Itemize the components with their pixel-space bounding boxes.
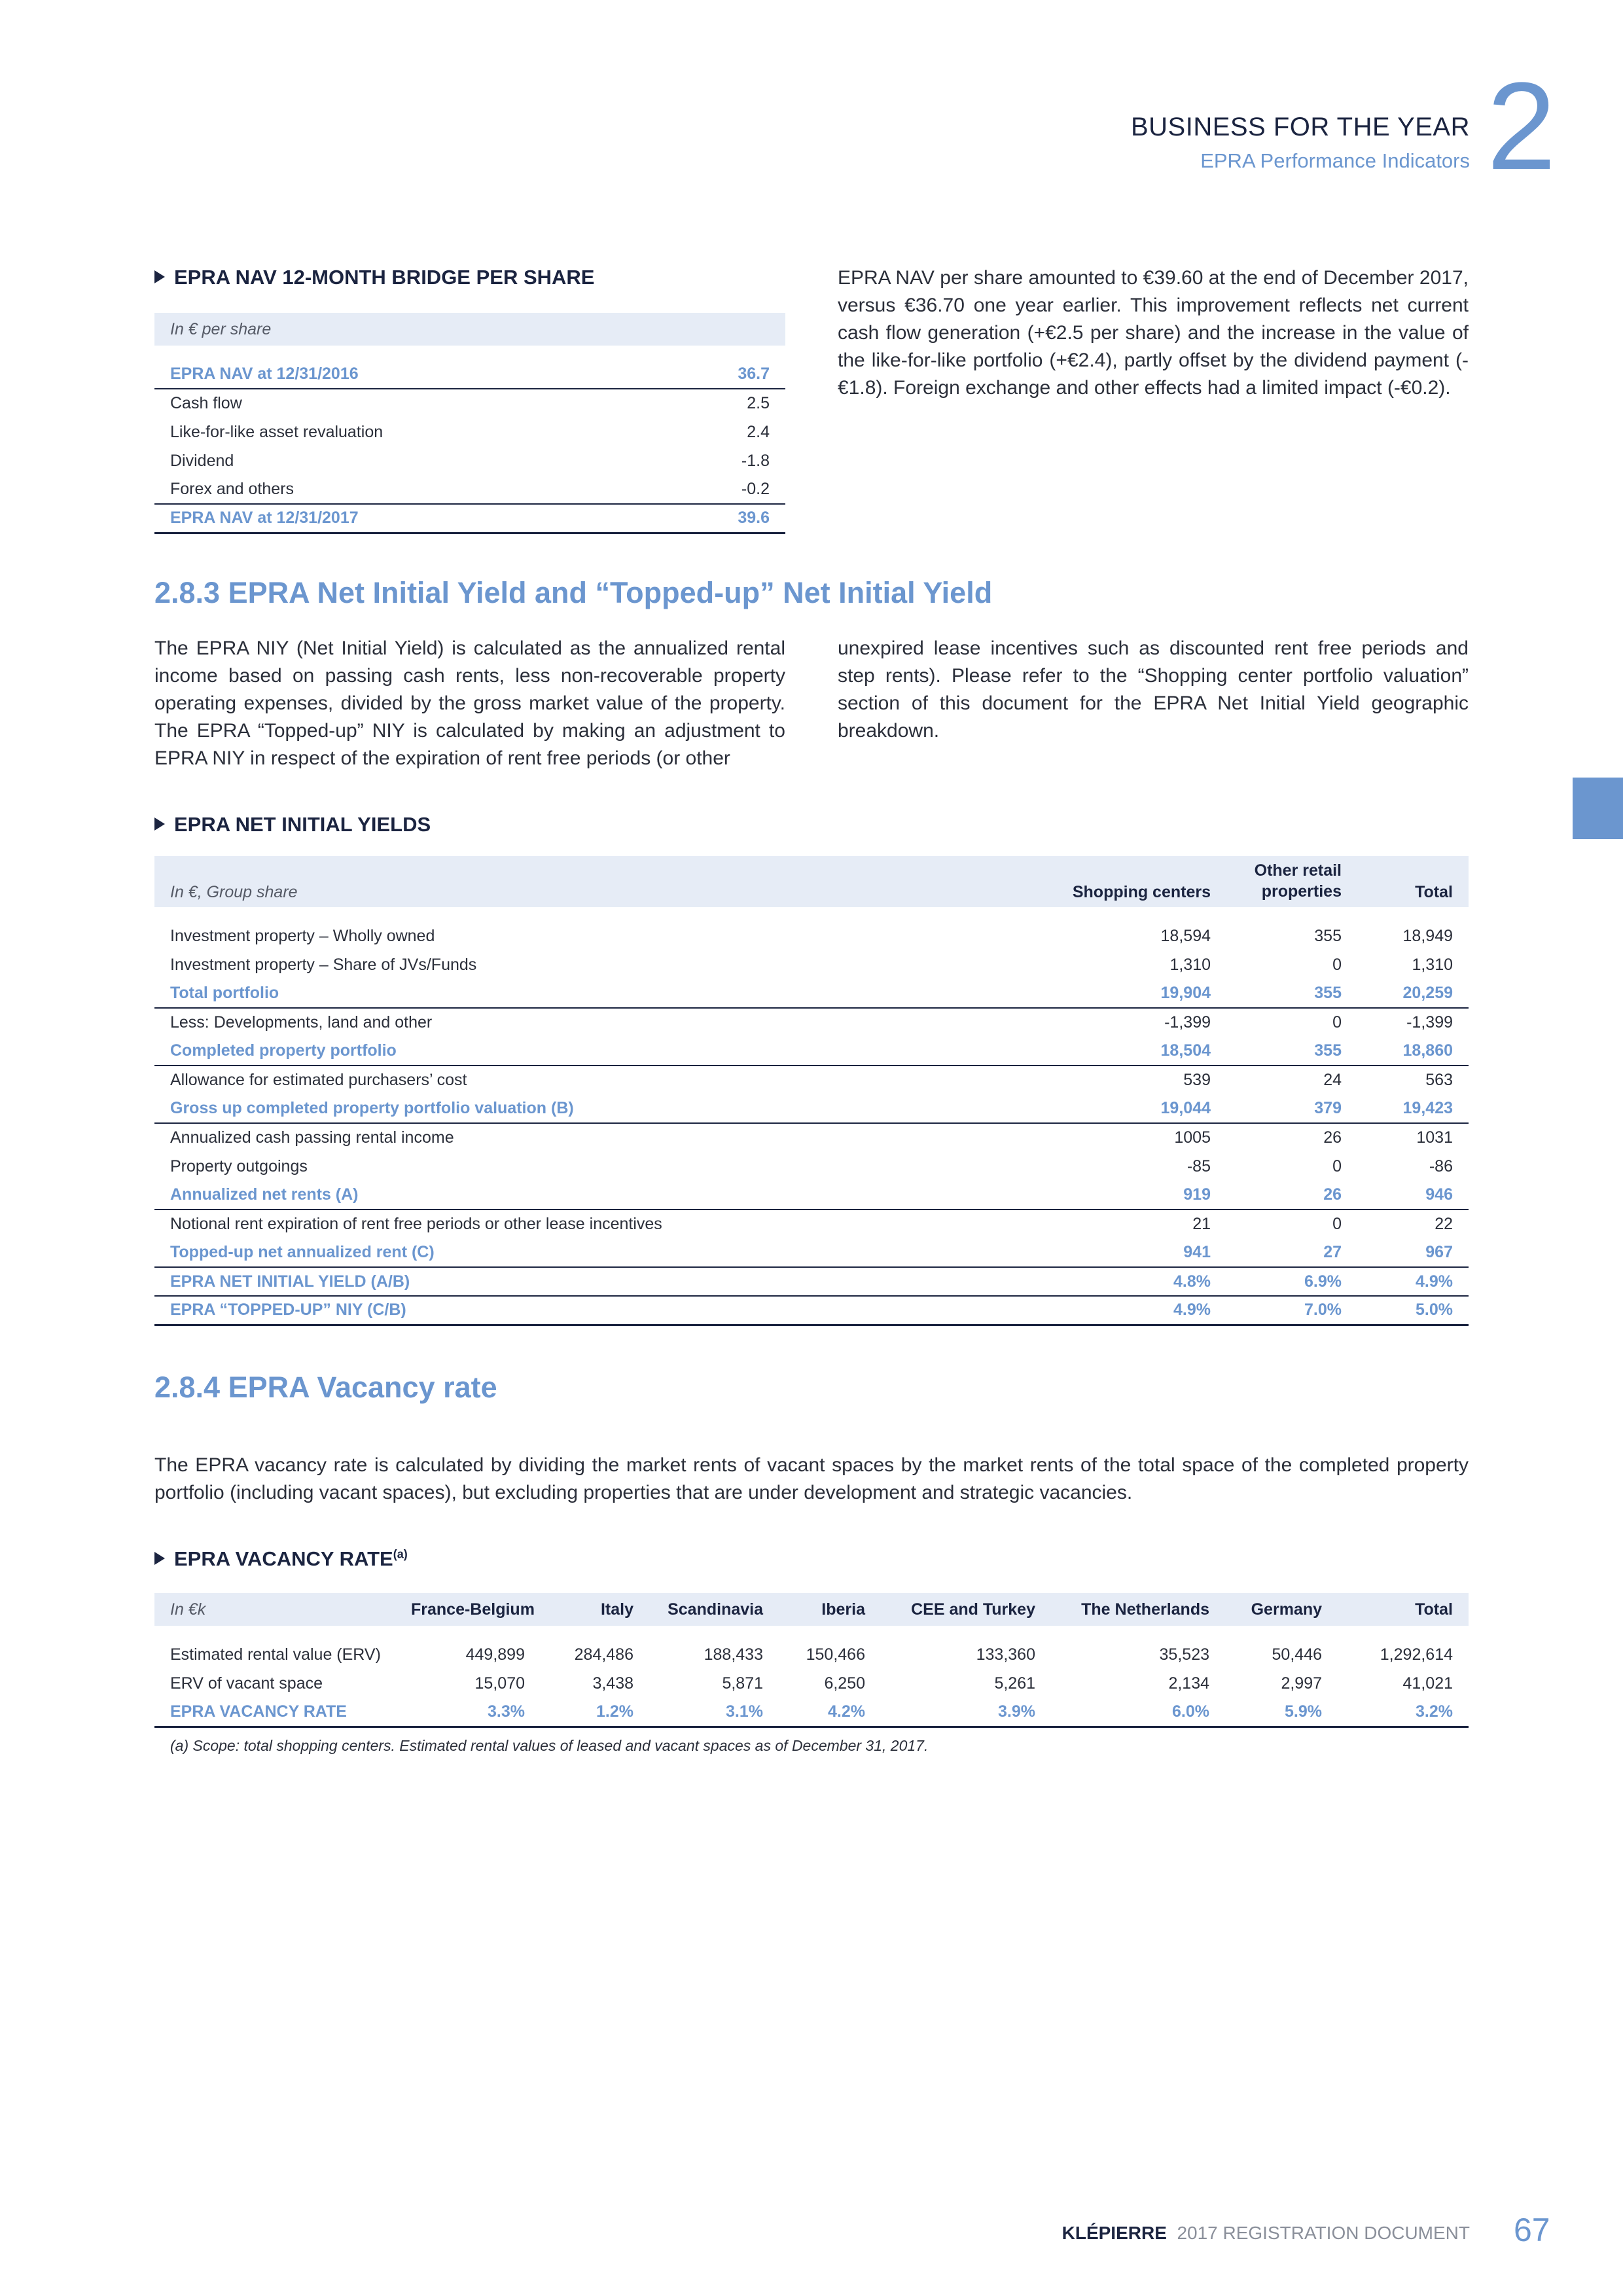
- row-value: -1.8: [741, 451, 770, 470]
- table-header-row: [154, 1593, 1469, 1626]
- col-header: Germany: [1251, 1600, 1322, 1619]
- table-row: [154, 389, 785, 418]
- col-header: The Netherlands: [1081, 1600, 1209, 1619]
- cell: 18,860: [1402, 1041, 1453, 1060]
- cell: 19,044: [1160, 1099, 1211, 1117]
- col-header: Scandinavia: [668, 1600, 763, 1619]
- cell: 22: [1357, 1210, 1469, 1238]
- cell: 6,250: [824, 1674, 865, 1693]
- cell: 6.9%: [1226, 1267, 1357, 1296]
- table-row: [154, 360, 785, 389]
- cell: 3.9%: [881, 1698, 1051, 1727]
- table-row: [154, 1008, 1469, 1037]
- row-label: EPRA VACANCY RATE: [154, 1698, 395, 1727]
- nav-bridge-heading: [154, 266, 594, 289]
- row-label: EPRA NAV at 12/31/2016: [170, 365, 359, 383]
- row-label: EPRA NAV at 12/31/2017: [154, 504, 654, 533]
- col-header: Total: [1415, 1600, 1453, 1619]
- row-value: 36.7: [738, 365, 770, 383]
- cell: 379: [1314, 1099, 1342, 1117]
- col-header: Italy: [600, 1600, 633, 1619]
- cell: 19,423: [1402, 1099, 1453, 1117]
- table-header-row: [154, 856, 1469, 907]
- cell: 4.8%: [952, 1267, 1226, 1296]
- table-row: [154, 1296, 1469, 1325]
- cell: 4.2%: [779, 1698, 881, 1727]
- nav-bridge-table: [154, 313, 785, 534]
- cell: 27: [1323, 1243, 1342, 1261]
- cell: 1,310: [1169, 955, 1211, 974]
- nav-bridge-heading-text: EPRA NAV 12-MONTH BRIDGE PER SHARE: [174, 266, 595, 289]
- row-value: 2.5: [654, 389, 785, 418]
- cell: -1,399: [1357, 1008, 1469, 1037]
- row-label: ERV of vacant space: [170, 1674, 323, 1693]
- niy-paragraph-left: The EPRA NIY (Net Initial Yield) is calculated as the annualized rental income based on passing cash rents, less non-recoverable property operating expenses, divided by the gross market value of the property. The EPRA “Topped-up” NIY is calculated by making an adjustment to EPRA NIY in respect of the expiration of rent free periods (or other: [154, 637, 785, 769]
- triangle-bullet-icon: [154, 270, 165, 283]
- cell: 919: [1183, 1185, 1211, 1204]
- cell: 355: [1314, 1041, 1342, 1060]
- table-row: [154, 504, 785, 533]
- chapter-subtitle: EPRA Performance Indicators: [1200, 149, 1470, 172]
- cell: 941: [1183, 1243, 1211, 1261]
- row-label: Annualized cash passing rental income: [154, 1123, 952, 1152]
- row-value: 2.4: [747, 422, 770, 441]
- row-label: Dividend: [170, 451, 234, 470]
- chapter-number: 2: [1487, 57, 1556, 196]
- niy-paragraph-right: unexpired lease incentives such as discounted rent free periods and step rents). Please refer to the “Shopping center portfolio valuation” section of this document for the EPRA Net Initial Yield geographic breakdown.: [838, 637, 1469, 742]
- section-title-niy: 2.8.3 EPRA Net Initial Yield and “Topped-up” Net Initial Yield: [154, 576, 993, 609]
- footnote-marker: (a): [393, 1547, 408, 1561]
- row-label: Completed property portfolio: [170, 1041, 397, 1060]
- cell: -86: [1429, 1157, 1453, 1175]
- row-label: Notional rent expiration of rent free periods or other lease incentives: [154, 1210, 952, 1238]
- cell: 5.9%: [1225, 1698, 1338, 1727]
- table-row: [154, 446, 785, 475]
- row-label: Less: Developments, land and other: [154, 1008, 952, 1037]
- row-label: Annualized net rents (A): [170, 1185, 359, 1204]
- row-label: Investment property – Wholly owned: [170, 926, 435, 945]
- chapter-title: BUSINESS FOR THE YEAR: [1130, 113, 1470, 141]
- table-row: [154, 1123, 1469, 1152]
- vacancy-table: [154, 1593, 1469, 1728]
- footer-brand: KLÉPIERRE: [1061, 2223, 1167, 2243]
- nav-bridge-commentary: EPRA NAV per share amounted to €39.60 at the end of December 2017, versus €36.70 one year earlier. This improvement reflects net current cash flow generation (+€2.5 per share) and the increase in the value of the like-for-like portfolio (+€2.4), partly offset by the dividend payment (-€1.8). Foreign exchange and other effects had a limited impact (-€0.2).: [838, 267, 1469, 399]
- cell: 563: [1357, 1066, 1469, 1094]
- cell: 355: [1314, 926, 1342, 945]
- cell: 5,261: [994, 1674, 1035, 1693]
- footer-document-name: 2017 REGISTRATION DOCUMENT: [1177, 2223, 1470, 2243]
- cell: 3.3%: [395, 1698, 541, 1727]
- cell: 20,259: [1402, 984, 1453, 1002]
- cell: 18,504: [1160, 1041, 1211, 1060]
- col-header: France-Belgium: [411, 1600, 535, 1619]
- page-footer: [1062, 2223, 1470, 2244]
- row-label: Gross up completed property portfolio valuation (B): [170, 1099, 574, 1117]
- cell: 2,134: [1168, 1674, 1209, 1693]
- cell: 188,433: [704, 1645, 763, 1664]
- row-label: Allowance for estimated purchasers’ cost: [154, 1066, 952, 1094]
- triangle-bullet-icon: [154, 1552, 165, 1565]
- cell: 1005: [952, 1123, 1226, 1152]
- table-row: [154, 1094, 1469, 1123]
- cell: 0: [1332, 955, 1342, 974]
- cell: 1,310: [1412, 955, 1453, 974]
- cell: 1.2%: [541, 1698, 649, 1727]
- table-row: [154, 1037, 1469, 1066]
- niy-table: [154, 856, 1469, 1326]
- row-label: Estimated rental value (ERV): [170, 1645, 381, 1664]
- cell: 2,997: [1281, 1674, 1322, 1693]
- vacancy-footnote: (a) Scope: total shopping centers. Estimated rental values of leased and vacant spaces as of December 31, 2017.: [170, 1737, 929, 1754]
- cell: 0: [1226, 1008, 1357, 1037]
- cell: 133,360: [976, 1645, 1035, 1664]
- cell: 24: [1226, 1066, 1357, 1094]
- cell: 6.0%: [1051, 1698, 1225, 1727]
- cell: 5.0%: [1357, 1296, 1469, 1325]
- row-value: 39.6: [654, 504, 785, 533]
- cell: 26: [1226, 1123, 1357, 1152]
- cell: -1,399: [952, 1008, 1226, 1037]
- table-row: [154, 1267, 1469, 1296]
- cell: 18,594: [1160, 926, 1211, 945]
- cell: 967: [1425, 1243, 1453, 1261]
- table-row: [154, 1640, 1469, 1669]
- cell: -85: [1186, 1157, 1211, 1175]
- section-title-vacancy: 2.8.4 EPRA Vacancy rate: [154, 1371, 497, 1404]
- cell: 4.9%: [952, 1296, 1226, 1325]
- row-label: Like-for-like asset revaluation: [170, 422, 383, 441]
- vacancy-paragraph: The EPRA vacancy rate is calculated by dividing the market rents of vacant spaces by the market rents of the total space of the completed property portfolio (including vacant spaces), but excluding properties that are under development and strategic vacancies.: [154, 1454, 1469, 1503]
- niy-table-heading-text: EPRA NET INITIAL YIELDS: [174, 813, 431, 836]
- cell: 35,523: [1159, 1645, 1209, 1664]
- cell: 0: [1226, 1210, 1357, 1238]
- col-header-total: Total: [1415, 883, 1453, 901]
- table-row: [154, 475, 785, 504]
- cell: 539: [952, 1066, 1226, 1094]
- cell: 284,486: [574, 1645, 633, 1664]
- table-header-row: [154, 313, 785, 346]
- table-row: [154, 1669, 1469, 1698]
- col-header-other-retail: [1226, 856, 1357, 907]
- row-label: Total portfolio: [170, 984, 279, 1002]
- cell: 19,904: [1160, 984, 1211, 1002]
- cell: 355: [1314, 984, 1342, 1002]
- row-label: Cash flow: [154, 389, 654, 418]
- row-label: Forex and others: [170, 480, 294, 498]
- cell: 946: [1425, 1185, 1453, 1204]
- col-header: CEE and Turkey: [911, 1600, 1035, 1619]
- col-header-shopping-centers: Shopping centers: [1072, 883, 1211, 901]
- niy-unit: In €, Group share: [170, 883, 298, 901]
- col-header: Iberia: [821, 1600, 865, 1619]
- row-label: Topped-up net annualized rent (C): [170, 1243, 435, 1261]
- table-row: [154, 950, 1469, 979]
- cell: 3.1%: [649, 1698, 779, 1727]
- page-number: 67: [1514, 2212, 1550, 2248]
- table-row: [154, 1698, 1469, 1727]
- table-row: [154, 1181, 1469, 1210]
- table-row: [154, 1066, 1469, 1094]
- table-row: [154, 1210, 1469, 1238]
- niy-table-heading: [154, 813, 431, 836]
- vacancy-table-heading-text: EPRA VACANCY RATE: [174, 1547, 393, 1570]
- table-row: [154, 418, 785, 446]
- table-row: [154, 1152, 1469, 1181]
- cell: 0: [1332, 1157, 1342, 1175]
- row-label: Investment property – Share of JVs/Funds: [170, 955, 477, 974]
- row-label: Property outgoings: [170, 1157, 308, 1175]
- table-row: [154, 979, 1469, 1008]
- table-row: [154, 922, 1469, 950]
- row-label: EPRA “TOPPED-UP” NIY (C/B): [154, 1296, 952, 1325]
- cell: 15,070: [474, 1674, 525, 1693]
- cell: 41,021: [1402, 1674, 1453, 1693]
- row-value: -0.2: [741, 480, 770, 498]
- vacancy-unit: In €k: [170, 1600, 206, 1619]
- cell: 18,949: [1402, 926, 1453, 945]
- nav-bridge-unit: In € per share: [170, 319, 272, 338]
- col-header-line: Other retail: [1254, 861, 1342, 880]
- chapter-side-tab: [1573, 778, 1623, 839]
- cell: 21: [952, 1210, 1226, 1238]
- cell: 50,446: [1272, 1645, 1322, 1664]
- row-label: EPRA NET INITIAL YIELD (A/B): [154, 1267, 952, 1296]
- cell: 449,899: [465, 1645, 525, 1664]
- cell: 26: [1323, 1185, 1342, 1204]
- cell: 4.9%: [1357, 1267, 1469, 1296]
- cell: 5,871: [722, 1674, 763, 1693]
- col-header-line: properties: [1261, 882, 1342, 901]
- cell: 1,292,614: [1380, 1645, 1453, 1664]
- cell: 1031: [1357, 1123, 1469, 1152]
- cell: 150,466: [806, 1645, 865, 1664]
- cell: 3.2%: [1338, 1698, 1469, 1727]
- cell: 3,438: [592, 1674, 633, 1693]
- cell: 7.0%: [1226, 1296, 1357, 1325]
- table-row: [154, 1238, 1469, 1267]
- vacancy-table-heading: [154, 1547, 408, 1571]
- triangle-bullet-icon: [154, 817, 165, 831]
